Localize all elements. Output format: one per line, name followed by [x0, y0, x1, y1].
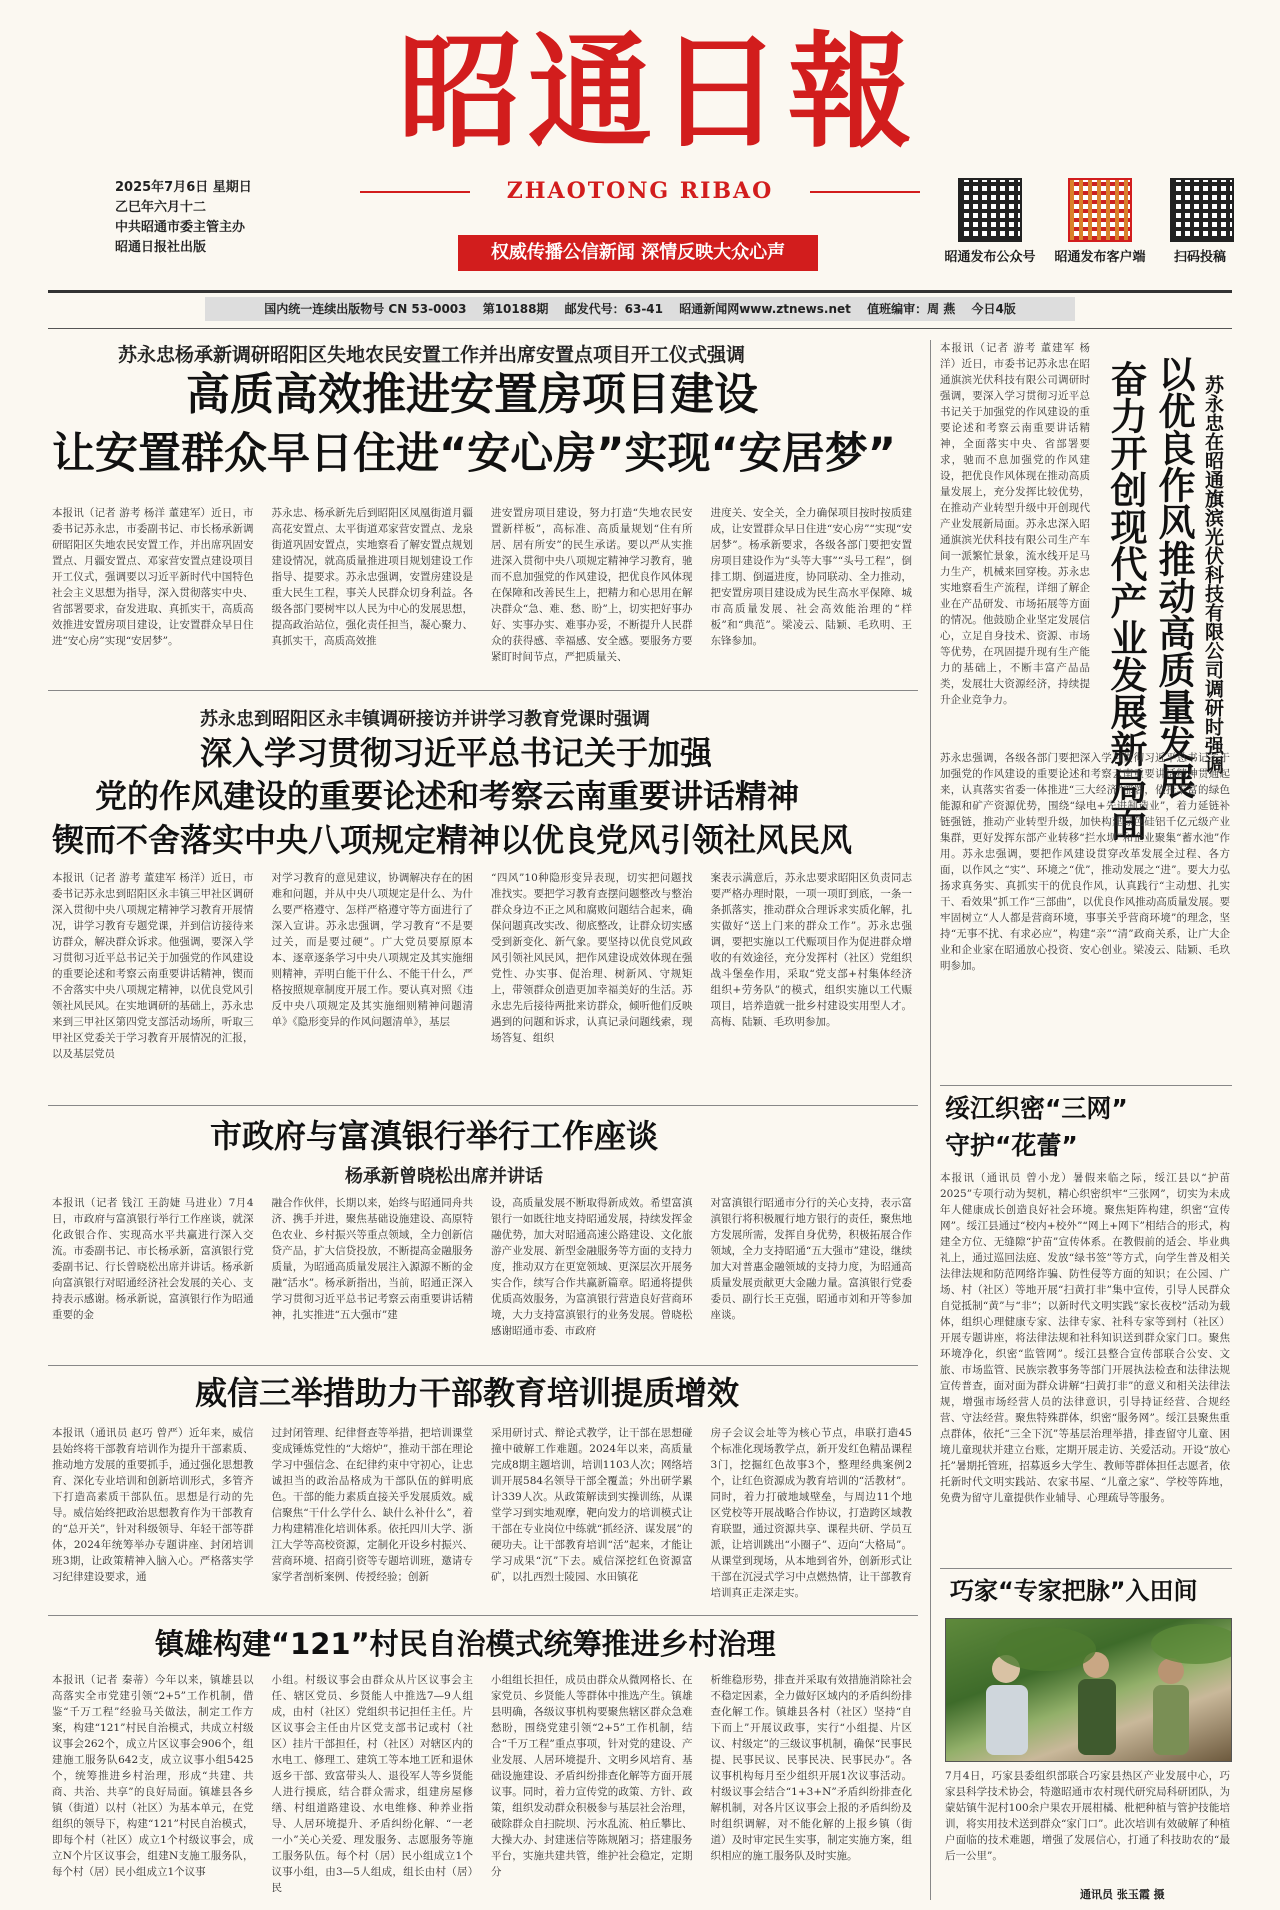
qr-code-icon[interactable]: [958, 178, 1022, 242]
article-kicker: 苏永忠到昭阳区永丰镇调研接访并讲学习教育党课时强调: [200, 709, 650, 730]
article-column: 本报讯（记者 秦蒂）今年以来，镇雄县以高落实全市党建引领“2+5”工作机制，借鉴“千万工程”经验马关做法，制定工作方案，构建“121”村民自治模式，共成立村级议事会262个，成立片区议事会906个，组建施工服务队642支，成立议事小组5425个，统筹推进乡村治理，形成“共建、共商、共治、共享”的良好局面。镇雄县各乡镇（街道）以村（社区）为基本单元，在党组织的领导下，构建“121”村民自治模式，即每个村（社区）成立1个村级议事会，成立N个片区议事会，组建N支施工服务队，每个村（居）民小组成立1个议事: [52, 1674, 254, 1878]
article-column: 进安置房项目建设，努力打造“失地农民安置新样板”，高标准、高质量规划“住有所居、居有所安”的民生承诺。要以严从实推进深入贯彻中央八项规定精神学习教育，驰而不息加强党的作风建设，把优良作风体现在保障和改善民生上，把精力和心思用在解决群众“急、难、愁、盼”上，切实把好事办好、实事办实、难事办妥，不断提升人民群众的获得感、幸福感、安全感。要服务方要紧盯时间节点，严把质量关、: [491, 507, 693, 663]
section-divider: [940, 1085, 1232, 1086]
article-headline[interactable]: 威信三举措助力干部教育培训提质增效: [195, 1374, 740, 1412]
article-column: 对学习教育的意见建议，协调解决存在的困难和问题，并从中央八项规定是什么、为什么要严格遵守、怎样严格遵守等方面进行了深入宣讲。苏永忠强调，学习教育“不是要过关，而是要过硬”。广大党员要原原本本、逐章逐条学习中央八项规定及其实施细则精神，弄明白能干什么、不能干什么，严格按照规章制度开展工作。要认真对照《违反中央八项规定及其实施细则精神问题清单》《隐形变异的作风问题清单》，基层: [271, 872, 473, 1028]
section-divider: [48, 1615, 918, 1616]
article-body: [52, 870, 912, 1095]
news-photo[interactable]: [945, 1618, 1232, 1762]
article-headline[interactable]: 市政府与富滇银行举行工作座谈: [210, 1117, 659, 1155]
section-divider: [48, 1105, 918, 1106]
article-headline[interactable]: 巧家“专家把脉”入田间: [950, 1577, 1198, 1605]
article-headline[interactable]: 让安置群众早日住进“安心房”实现“安居梦”: [52, 429, 897, 479]
article-headline[interactable]: 锲而不舍落实中央八项规定精神以优良党风引领社风民风: [52, 821, 853, 859]
website[interactable]: 昭通新闻网www.ztnews.net: [679, 302, 851, 316]
article-column: 本报讯（通讯员 赵巧 曾严）近年来，威信县始终将干部教育培训作为提升干部素质、推动地方发展的重要抓手，通过强化思想教育、深化专业培训和创新培训形式，多管齐下打造高素质干部队伍。思想是行动的先导。威信始终把政治思想教育作为干部教育的“总开关”，针对科级领导、年轻干部等群体，2024年统筹举办专题讲座、封闭培训班3期，让政策精神入脑入心。严格落实学习纪律建设要求，通: [52, 1427, 254, 1583]
article-column: 小组组长担任，成员由群众从微网格长、在家党员、乡贤能人等群体中推选产生。镇雄县明确，各级议事机构要聚焦辖区群众急难愁盼，围绕党建引领“2+5”工作机制，结合“千万工程”重点事项，针对党的建设、产业发展、人居环境提升、文明乡风培育、基础设施建设、矛盾纠纷排查化解等方面开展议事。同时，着力宣传党的政策、方针、政策，组织发动群众积极参与基层社会治理，破除群众自扫院坝、污水乱流、柏丘攀比、大操大办、封建迷信等陈规陋习；搭建服务平台，实施共建共管，维护社会稳定，定期分: [491, 1674, 693, 1878]
qr-code-icon[interactable]: [1170, 178, 1234, 242]
article-column: 小组。村级议事会由群众从片区议事会主任、辖区党员、乡贤能人中推选7—9人组成，由村（社区）党组织书记担任主任。片区议事会主任由片区党支部书记或村（社区）挂片干部担任，村（社区）对辖区内的水电工、修理工、建筑工等本地工匠和退休返乡干部、致富带头人、退役军人等乡贤能人进行摸底，结合群众需求，组建房屋修缮、村组道路建设、水电维修、种养业指导、人居环境提升、矛盾纠纷化解、“一老一小”关心关爱、理发服务、志愿服务等施工服务队伍。每个村（居）民小组成立1个议事小组，由3—5人组成，组长由村（居）民: [271, 1674, 473, 1894]
article-column: 对富滇银行昭通市分行的关心支持，表示富滇银行将积极履行地方银行的责任，聚焦地方发展所需，发挥自身优势，积极拓展合作领域，全力支持昭通“五大强市”建设，继续加大对普惠金融领域的支持力度，为昭通高质量发展贡献更大金融力量。富滇银行党委委员、副行长王克强，昭通市刘和开等参加座谈。: [710, 1197, 912, 1321]
page-count: 今日4版: [971, 302, 1016, 316]
article-body: 苏永忠强调，各级各部门要把深入学习贯彻习近平总书记关于加强党的作风建设的重要论述和考察云南重要讲话精神贯通起来，认真落实省委一体推进“三大经济”部署，依托丰富的绿色能源和矿产资源优势，围绕“绿电+先进制造业”，着力延链补链强链，推动产业转型升级，加快构建绿色硅铝千亿元级产业集群，更好发挥东部产业转移“拦水坝”和企业聚集“蓄水池”作用。苏永忠强调，要把作风建设贯穿改革发展全过程、各方面，以作风之“实”、环境之“优”，推动发展之“进”。要大力弘扬求真务实、真抓实干的优良作风，认真践行“主动想、扎实干、看效果”抓工作“三部曲”，以优良作风推动高质量发展。要牢固树立“人人都是营商环境，事事关乎营商环境”的理念，坚持“无事不扰、有求必应”，构建“亲”“清”政商关系，让广大企业和企业家在昭通放心投资、安心创业。梁凌云、陆颖、毛玖明参加。: [940, 752, 1230, 972]
article-column: 案表示满意后，苏永忠要求昭阳区负责同志要严格办理时限，一项一项盯到底，一条一条抓落实，推动群众合理诉求实质化解，扎实做好“送上门来的群众工作”。苏永忠强调，要把实施以工代赈项目作为促进群众增收的有效途径，充分发挥村（社区）党组织战斗堡垒作用，采取“党支部+村集体经济组织+劳务队”的模式，组织实施以工代赈项目，培养造就一批乡村建设实用型人才。高梅、陆颖、毛玖明参加。: [710, 872, 912, 1028]
article-column: 析维稳形势，排查并采取有效措施消除社会不稳定因素，全力做好区域内的矛盾纠纷排查化解工作。镇雄县各村（社区）坚持“自下而上”开展议政事，实行“小组提、片区议、村级定”的三级议事机制，确保“民事民提、民事民议、民事民决、民事民办”。各议事机构每月至少组织开展1次议事活动。村级议事会结合“1+3+N”矛盾纠纷排查化解机制，对各片区议事会上报的矛盾纠纷及时组织调解，对不能化解的上报乡镇（街道）及时审定民生实事，制定实施方案，组织相应的施工服务队及时实施。: [710, 1674, 912, 1862]
masthead-pinyin: ZHAOTONG RIBAO: [506, 178, 774, 204]
article-kicker: 苏永忠在昭通旗滨光伏科技有限公司调研时强调: [1202, 375, 1224, 774]
qr-label: 昭通发布公众号: [944, 250, 1036, 265]
issue-date: 2025年7月6日 星期日: [115, 180, 252, 195]
article-column: 本报讯（记者 游考 杨洋 董建军）近日，市委书记苏永忠，市委副书记、市长杨承新调研昭阳区失地农民安置工作，并出席巩固安置点、月疆安置点、邓家营安置点建设项目开工仪式，强调要以习近平新时代中国特色社会主义思想为指导，深入贯彻落实中央、省部署要求，奋发进取、真抓实干，高质高效推进安置房项目建设，让安置群众早日住进“安心房”实现“安居梦”。: [52, 507, 254, 647]
article-headline[interactable]: 绥江织密“三网”: [945, 1094, 1128, 1123]
article-body: [52, 505, 912, 677]
article-headline[interactable]: 高质高效推进安置房项目建设: [186, 369, 758, 420]
photo-credit: 通讯员 张玉霞 摄: [1080, 1888, 1165, 1901]
section-divider: [48, 1365, 918, 1366]
publication-info-bar: [205, 297, 1075, 321]
article-headline[interactable]: 深入学习贯彻习近平总书记关于加强: [200, 734, 713, 772]
article-body: [52, 1195, 912, 1355]
slogan-banner: 权威传播公信新闻 深情反映大众心声: [458, 235, 818, 271]
article-headline[interactable]: 镇雄构建“121”村民自治模式统筹推进乡村治理: [155, 1627, 776, 1661]
article-column: 过封闭管理、纪律督查等举措，把培训课堂变成锤炼党性的“大熔炉”，推动干部在理论学习中强信念、在纪律约束中守初心，让忠诚担当的政治品格成为干部队伍的鲜明底色。干部的能力素质直接关乎发展质效。威信聚焦“干什么学什么、缺什么补什么”，着力构建精准化培训体系。依托四川大学、浙江大学等高校资源，定制化开设乡村振兴、营商环境、招商引资等专题培训班，邀请专家学者剖析案例、传授经验；创新: [271, 1427, 473, 1583]
sponsor: 中共昭通市委主管主办: [115, 220, 246, 235]
article-column: 苏永忠、杨承新先后到昭阳区凤凰街道月疆高花安置点、太平街道邓家营安置点、龙泉街道巩固安置点，实地察看了解安置点规划建设情况，就高质量推进项目规划建设工作指导、提要求。苏永忠强调，安置房建设是重大民生工程，事关人民群众切身利益。各级各部门要树牢以人民为中心的发展思想，提高政治站位，强化责任担当，凝心聚力、真抓实干，高质高效推: [271, 507, 473, 647]
masthead-logo: 昭通日報: [398, 20, 919, 165]
section-divider: [48, 690, 918, 691]
info-divider: [48, 328, 1232, 329]
article-kicker: 杨承新曾晓松出席并讲话: [345, 1166, 543, 1187]
article-headline[interactable]: 奋力开创现代产业发展新局面: [1104, 360, 1147, 841]
publisher: 昭通日报社出版: [115, 240, 207, 255]
article-headline[interactable]: 守护“花蕾”: [945, 1131, 1078, 1160]
article-column: 本报讯（记者 钱江 王韵婕 马进业）7月4日，市政府与富滇银行举行工作座谈，就深化政银合作、实现高水平共赢进行深入交流。市委副书记、市长杨承新，富滇银行党委副书记、行长曾晓松出席并讲话。杨承新向富滇银行对昭通经济社会发展的关心、支持表示感谢。杨承新说，富滇银行作为昭通重要的金: [52, 1197, 254, 1321]
article-column: 本报讯（记者 游考 董建军 杨洋）近日，市委书记苏永忠到昭阳区永丰镇三甲社区调研深入贯彻中央八项规定精神学习教育开展情况，讲学习教育专题党课，并到信访接待来访群众，解决群众诉求。他强调，要深入学习贯彻习近平总书记关于加强党的作风建设的重要论述和考察云南重要讲话精神，锲而不舍落实中央八项规定精神，以优良党风引领社风民风。在实地调研的基础上，苏永忠来到三甲社区第四党支部活动场所，听取三甲社区党委关于学习教育开展情况的汇报，以及基层党员: [52, 872, 254, 1060]
article-column: 设，高质量发展不断取得新成效。希望富滇银行一如既往地支持昭通发展，持续发挥金融优势，加大对昭通高速公路建设、文化旅游产业发展、新型金融服务等方面的支持力度，推动双方在更宽领域、更深层次开展务实合作，续写合作共赢新篇章。昭通将提供优质高效服务，为富滇银行营造良好营商环境，大力支持富滇银行的业务发展。曾晓松感谢昭通市委、市政府: [491, 1197, 693, 1337]
qr-label: 扫码投稿: [1173, 250, 1226, 265]
masthead-divider: [48, 290, 1232, 293]
photo-figures-icon: [946, 1619, 1231, 1761]
article-headline[interactable]: 以优良作风推动高质量发展: [1152, 355, 1195, 799]
masthead-rule-left: [360, 191, 470, 193]
article-body: [52, 1672, 912, 1902]
masthead-rule-right: [810, 191, 920, 193]
issue-number: 第10188期: [482, 302, 549, 316]
article-kicker: 苏永忠杨承新调研昭阳区失地农民安置工作并出席安置点项目开工仪式强调: [118, 344, 746, 366]
article-body: 本报讯（通讯员 曾小龙）暑假来临之际，绥江县以“护苗2025”专项行动为契机，精心织密织牢“三张网”，切实为未成年人健康成长创造良好社会环境。聚焦矩阵构建，织密“宣传网”。绥江县通过“校内+校外”“网上+网下”相结合的形式，构建全方位、无缝隙“护苗”宣传体系。在教假前的适会、毕业典礼上，通过巡回法庭、发放“绿书签”等方式，向学生普及相关法律法规和防范网络诈骗、防性侵等方面的知识；在公园、广场、村（社区）等地开展“扫黄打非”集中宣传，引导人民群众自觉抵制“黄”与“非”；以新时代文明实践“家长夜校”活动为载体，组织心理健康专家、法律专家、社科专家等到村（社区）开展专题讲座，将法律法规和社科知识送到群众家门口。聚焦环境净化，织密“监管网”。绥江县整合宣传部联合公安、文旅、市场监管、民族宗教事务等部门开展执法检查和法律法规宣传普查，面对面为群众讲解“扫黄打非”的意义和相关法律法规，增强市场经营人员的法律意识，引导持证经营、合规经营、守法经营。聚焦特殊群体，织密“服务网”。绥江县聚焦重点群体，依托“三全下沉”等基层治理举措，排查留守儿童、困境儿童现状并建立台账，定期开展走访、关爱活动。开设“放心托”暑期托管班，招募返乡大学生、教师等群体担任志愿者，依托新时代文明实践站、农家书屋、“儿童之家”、学校等阵地，免费为留守儿童提供作业辅导、心理疏导等服务。: [940, 1172, 1230, 1504]
qr-label: 昭通发布客户端: [1054, 250, 1146, 265]
article-body: [52, 1425, 912, 1605]
date-info: [115, 178, 252, 258]
cn-number: 国内统一连续出版物号 CN 53-0003: [264, 302, 467, 316]
column-divider: [930, 340, 931, 1900]
section-divider: [940, 1568, 1232, 1569]
qr-code-icon[interactable]: [1068, 178, 1132, 242]
article-column: 采用研讨式、辩论式教学，让干部在思想碰撞中破解工作难题。2024年以来，高质量完成8期主题培训，培训1103人次；网络培训开展584名领导干部全覆盖；外出研学累计339人次。从政策解读到实操训练，从课堂学习到实地观摩，靶向发力的培训模式让干部在专业岗位中练就“抓经济、谋发展”的硬功夫。让干部教育培训“活”起来，才能让学习成果“沉”下去。威信深挖红色资源富矿，以扎西烈士陵园、水田镇花: [491, 1427, 693, 1583]
article-headline[interactable]: 党的作风建设的重要论述和考察云南重要讲话精神: [95, 777, 800, 815]
lunar-date: 乙巳年六月十二: [115, 200, 207, 215]
article-column: 房子会议会址等为核心节点，串联打造45个标准化现场教学点，新开发红色精品课程3门，挖掘红色故事3个，整理经典案例2个，让红色资源成为教育培训的“活教材”。同时，着力打破地域壁垒，与周边11个地区党校等开展战略合作协议，打造跨区域教育联盟，通过资源共享、课程共研、学员互派，让培训跳出“小圈子”、迈向“大格局”。从课堂到现场，从本地到省外，创新形式让干部在沉浸式学习中点燃热情，让干部教育培训真正走深走实。: [710, 1427, 912, 1599]
article-column: 进度关、安全关，全力确保项目按时按质建成，让安置群众早日住进“安心房”“实现“安居梦”。杨承新要求，各级各部门要把安置房项目建设作为“头等大事”“头号工程”，倒排工期、倒逼进度，协同联动、全力推动，把安置房项目建设成为民生高水平保障、城市高质量发展、社会高效能治理的“样板”和“典范”。梁凌云、陆颖、毛玖明、王东锋参加。: [710, 507, 912, 647]
editor: 值班编审：周 燕: [867, 302, 956, 316]
article-column: “四风”10种隐形变异表现，切实把问题找准找实。要把学习教育查摆问题整改与整治群众身边不正之风和腐败问题结合起来，确保问题真改实改、彻底整改，让群众切实感受到新变化、新气象。要坚持以优良党风政风引领社风民风，把作风建设成效体现在强党性、办实事、促治理、树新风、守规矩上，带领群众创造更加幸福美好的生活。苏永忠先后接待两批来访群众，倾听他们反映遇到的问题和诉求，认真记录问题线索，现场答复、组织: [491, 872, 693, 1044]
article-column: 融合作伙伴，长期以来，始终与昭通同舟共济、携手并进，聚焦基础设施建设、高原特色农业、乡村振兴等重点领域，全力创新信贷产品，扩大信贷投放，不断提高金融服务质量，为昭通高质量发展注入源源不断的金融“活水”。杨承新指出，当前，昭通正深入学习贯彻习近平总书记考察云南重要讲话精神，扎实推进“五大强市”建: [271, 1197, 473, 1321]
article-body: 本报讯（记者 游考 董建军 杨洋）近日，市委书记苏永忠在昭通旗滨光伏科技有限公司调研时强调，要深入学习贯彻习近平总书记关于加强党的作风建设的重要论述和考察云南重要讲话精神，全面落实中央、省部署要求，驰而不息加强党的作风建设，把优良作风体现在推动高质量发展上，充分发挥比较优势，在推动产业转型升级中开创现代产业发展新局面。苏永忠深入昭通旗滨光伏科技有限公司生产车间一派繁忙景象，流水线开足马力生产，机械来回穿梭。苏永忠实地察看生产流程，详细了解企业在产品研发、市场拓展等方面的情况。他鼓励企业坚定发展信心，立足自身技术、资源、市场等优势，在巩固提升现有生产能力的基础上，不断丰富产品品类，发展壮大资源经济，持续提升企业竞争力。: [940, 342, 1090, 706]
post-code: 邮发代号：63-41: [564, 302, 664, 316]
photo-caption: 7月4日，巧家县委组织部联合巧家县热区产业发展中心，巧家县科学技术协会，特邀昭通市农村现代研究局科研团队，为蒙姑镇牛泥村100余户果农开展柑橘、枇杷种植与管护技能培训，将实用技术送到群众“家门口”。此次培训有效破解了种植户面临的技术难题，增强了发展信心，打通了科技助农的“最后一公里”。: [945, 1770, 1230, 1862]
